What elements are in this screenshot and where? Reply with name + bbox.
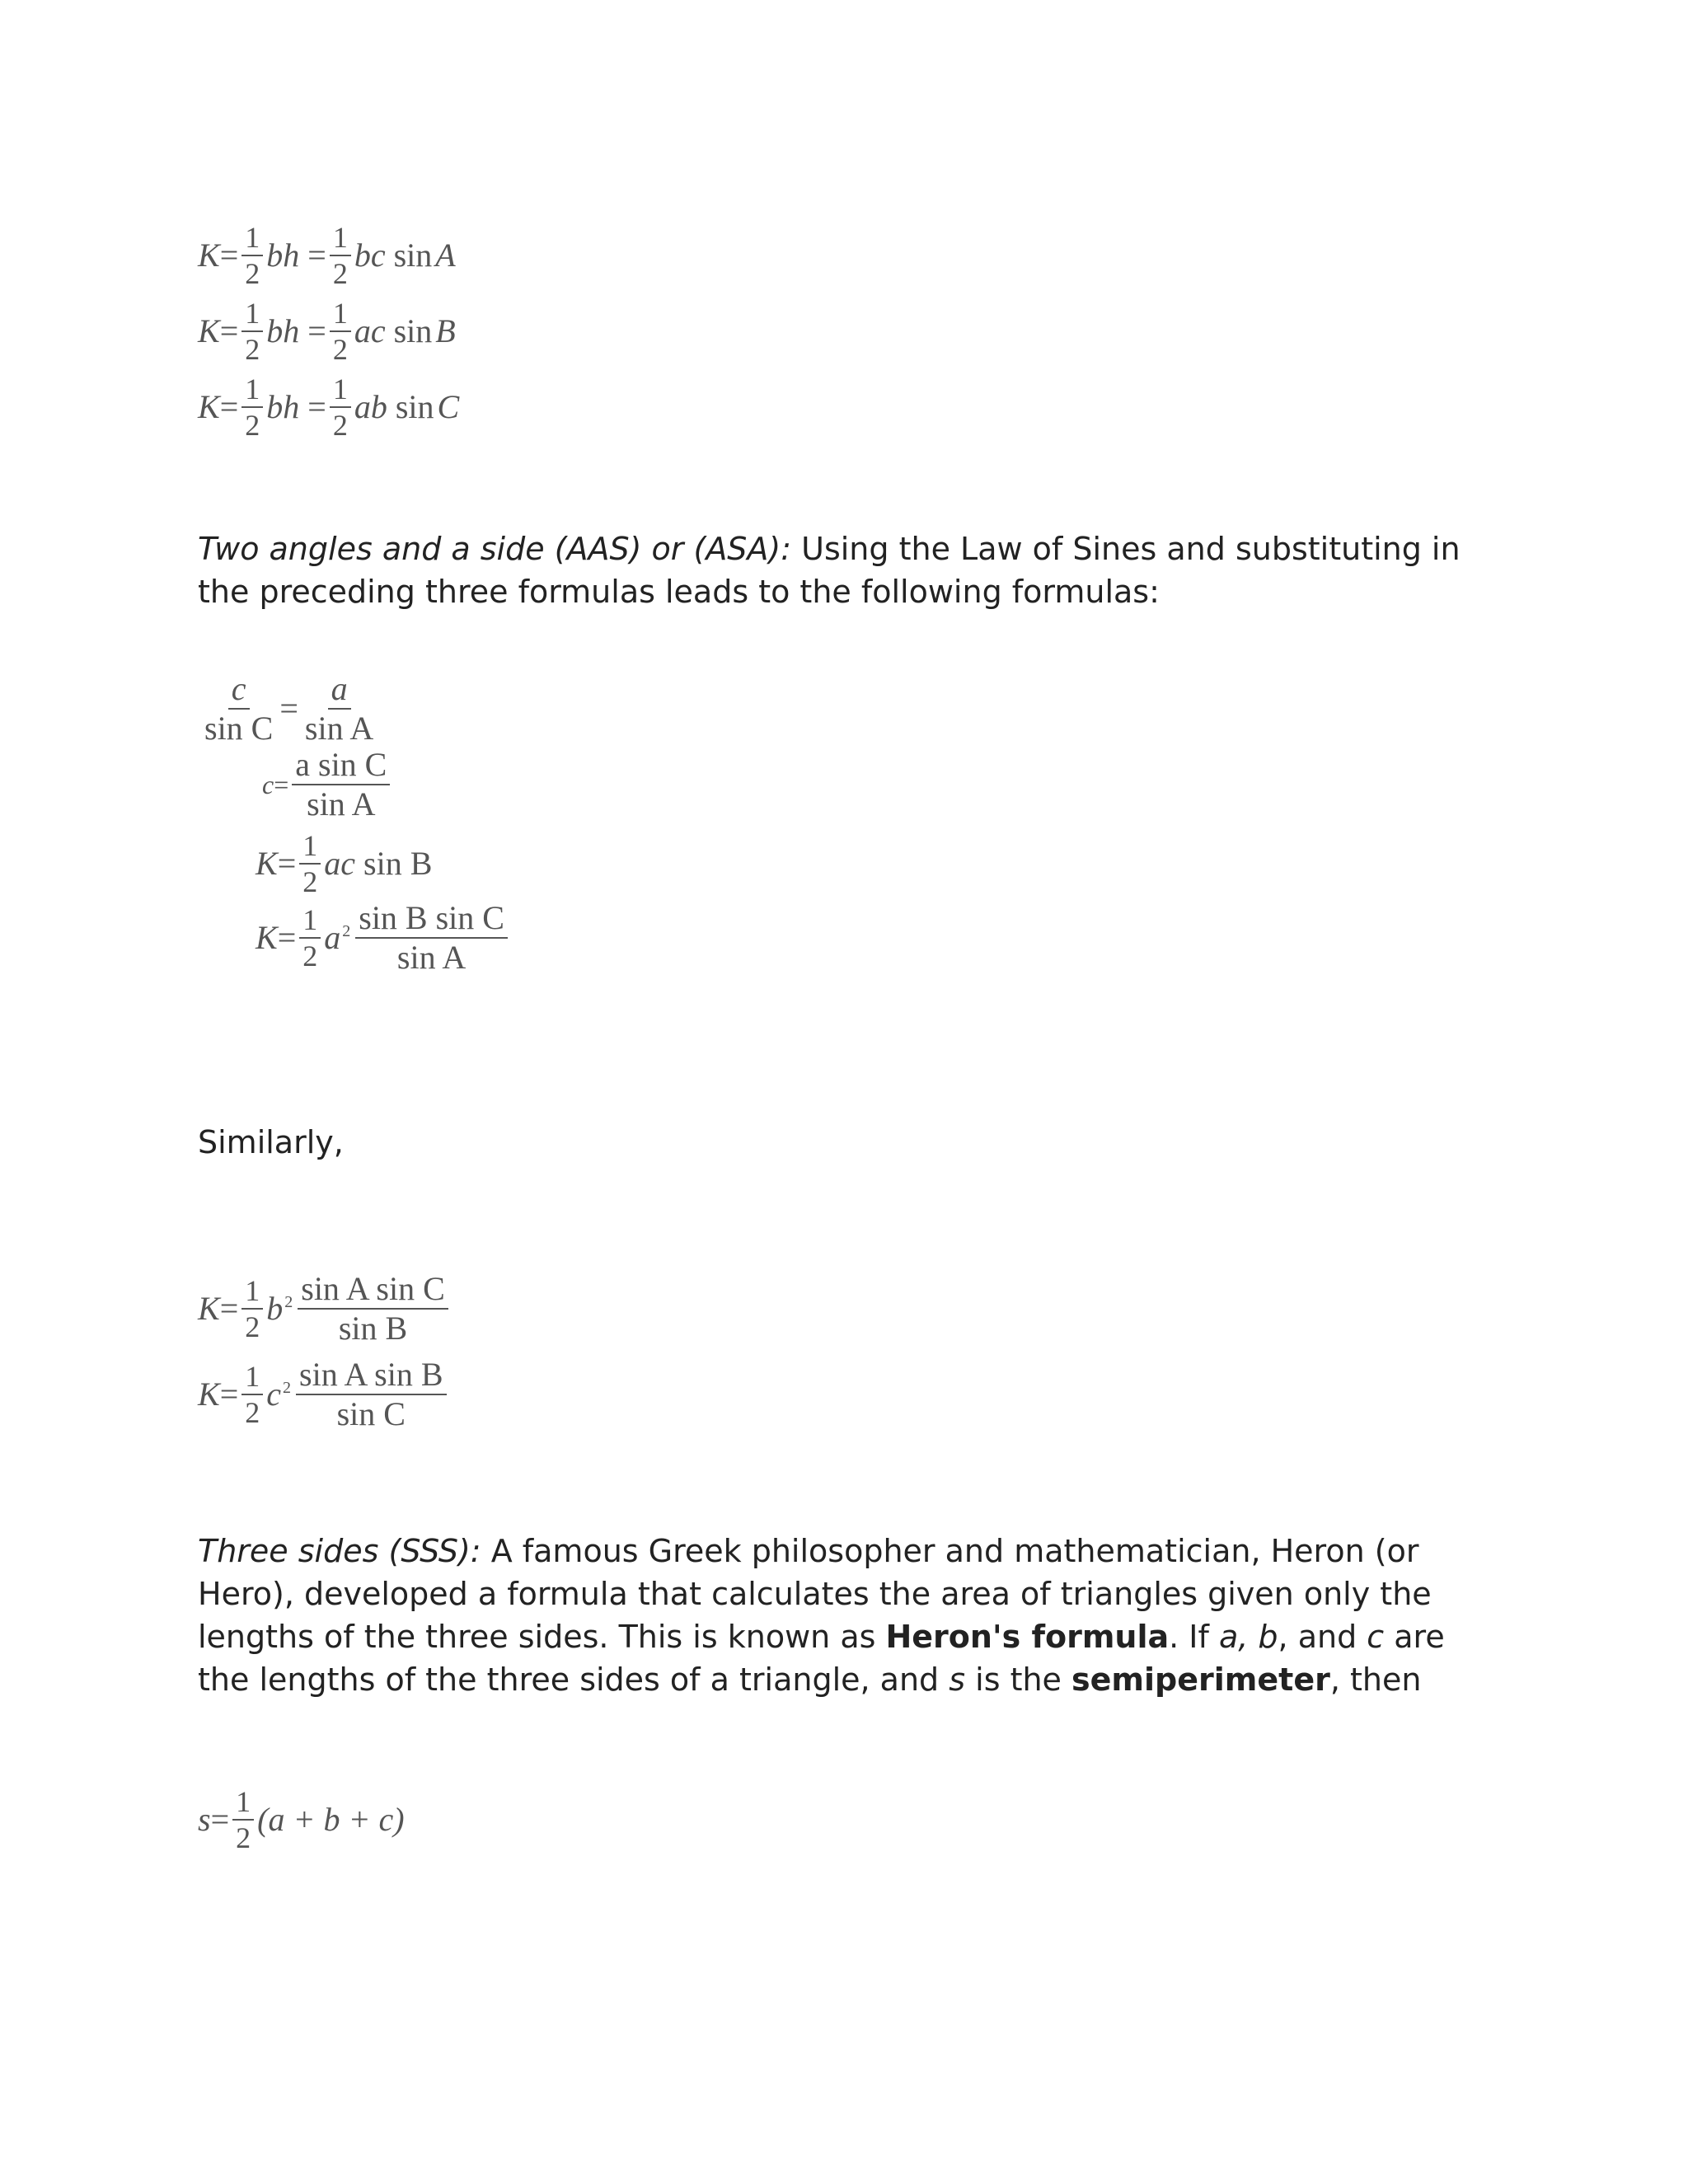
fraction-half — [241, 1276, 263, 1342]
side-pair: ab — [354, 388, 387, 425]
formula-lhs: K — [256, 845, 278, 882]
fraction-denominator: 2 — [245, 333, 260, 366]
fraction-half — [241, 374, 263, 440]
sin-term: sin B — [363, 845, 433, 882]
equals-sign: = — [219, 1290, 239, 1327]
sss-text: . If — [1169, 1619, 1219, 1655]
side-pair: ac — [324, 845, 356, 882]
area-formulas-block — [198, 223, 459, 440]
equals-sign: = — [219, 1376, 239, 1413]
fraction-denominator: sin A — [396, 939, 467, 976]
aas-lead-heading: Two angles and a side (AAS) or (ASA): — [198, 531, 792, 567]
sin-function: sin — [393, 237, 433, 274]
formula-lhs: K — [198, 237, 220, 274]
fraction-denominator: sin C — [204, 710, 274, 747]
equals-sign: = — [307, 388, 326, 425]
c-solve-row — [262, 746, 393, 823]
fraction-numerator: 1 — [299, 905, 321, 939]
fraction-denominator: sin C — [336, 1395, 406, 1432]
fraction-half — [241, 298, 263, 364]
k-ac-equation — [256, 831, 432, 897]
angle-variable: A — [435, 237, 456, 274]
fraction-half — [299, 905, 321, 971]
sss-paragraph — [198, 1530, 1500, 1701]
fraction-sines — [355, 899, 508, 976]
fraction-numerator: sin B sin C — [355, 902, 508, 939]
fraction-sines — [298, 1272, 448, 1345]
sss-text: , then — [1329, 1661, 1422, 1698]
fraction-numerator: 1 — [330, 298, 351, 332]
formula-lhs: c — [262, 770, 274, 799]
fraction-sines — [296, 1358, 447, 1431]
aas-body-text: Using the Law of Sines and substituting in the preceding three formulas leads to the following formulas: — [198, 531, 1461, 610]
area-formula-row — [198, 298, 459, 364]
variable-ab: a, b — [1218, 1619, 1278, 1655]
variable: a — [324, 919, 341, 956]
sin-function: sin — [393, 312, 433, 349]
fraction-denominator: 2 — [245, 1396, 260, 1429]
fraction-a-over-sina — [302, 670, 377, 747]
variable-c: c — [1367, 1619, 1385, 1655]
fraction-denominator: 2 — [302, 940, 318, 972]
angle-variable: C — [437, 388, 460, 425]
formula-lhs: K — [198, 312, 220, 349]
side-sum: (a + b + c) — [257, 1801, 405, 1838]
sss-text: is the — [965, 1661, 1072, 1698]
fraction-half — [330, 298, 351, 364]
k-a-squared-equation — [256, 899, 511, 976]
semiperimeter-term: semiperimeter — [1071, 1661, 1330, 1698]
law-of-sines-row — [198, 670, 380, 747]
fraction-denominator: sin A — [304, 710, 374, 747]
sss-text: , and — [1278, 1619, 1367, 1655]
fraction-numerator: c — [228, 673, 250, 710]
exponent: 2 — [283, 1379, 292, 1397]
fraction-denominator: 2 — [236, 1821, 251, 1854]
fraction-c-over-sinc — [201, 670, 276, 747]
equals-sign: = — [219, 237, 239, 274]
fraction-numerator: 1 — [241, 223, 263, 256]
side-pair: bc — [354, 237, 386, 274]
variable: b — [266, 1290, 284, 1327]
fraction-numerator: 1 — [299, 831, 321, 865]
fraction-numerator: sin A sin B — [296, 1358, 447, 1395]
herons-formula-term: Heron's formula — [885, 1619, 1170, 1655]
equals-sign: = — [219, 312, 239, 349]
fraction-half — [330, 223, 351, 288]
formula-lhs: K — [198, 388, 220, 425]
semiperimeter-row — [198, 1787, 405, 1853]
semiperimeter-equation — [198, 1787, 405, 1853]
similarly-text: Similarly, — [198, 1124, 344, 1160]
formula-lhs: K — [198, 1376, 220, 1413]
aas-paragraph — [198, 527, 1500, 613]
fraction-numerator: 1 — [241, 1361, 263, 1395]
fraction-numerator: 1 — [241, 298, 263, 332]
similar-formula-row — [198, 1355, 452, 1434]
equals-sign: = — [274, 770, 289, 799]
fraction-a-sinc-over-sina — [292, 748, 390, 821]
side-pair: ac — [354, 312, 386, 349]
fraction-numerator: 1 — [232, 1787, 254, 1821]
fraction-denominator: 2 — [332, 333, 348, 366]
fraction-denominator: 2 — [245, 257, 260, 290]
fraction-numerator: a sin C — [292, 748, 390, 785]
equals-sign: = — [219, 388, 239, 425]
angle-variable: B — [435, 312, 456, 349]
fraction-numerator: a — [328, 673, 351, 710]
formula-lhs: K — [198, 1290, 220, 1327]
sss-text: A famous Greek philosopher and mathematician, Heron (or Hero), developed a formula that calculates the area of triangles given only the lengths of the three sides. This is known as — [198, 1533, 1432, 1655]
formula-lhs: s — [198, 1801, 211, 1838]
fraction-half — [330, 374, 351, 440]
formula-lhs: K — [256, 919, 278, 956]
c-solve-equation — [262, 746, 393, 823]
sin-function: sin — [395, 388, 434, 425]
fraction-denominator: sin A — [307, 785, 376, 823]
area-formula-row — [198, 223, 459, 288]
equals-sign: = — [307, 237, 326, 274]
fraction-numerator: 1 — [241, 374, 263, 408]
area-formula-row — [198, 374, 459, 440]
equals-sign: = — [277, 845, 297, 882]
variable: c — [266, 1376, 282, 1413]
equals-sign: = — [279, 690, 298, 727]
fraction-numerator: 1 — [241, 1276, 263, 1310]
k-a-squared-row — [256, 899, 511, 976]
fraction-numerator: 1 — [330, 374, 351, 408]
fraction-denominator: 2 — [245, 1310, 260, 1343]
exponent: 2 — [342, 922, 351, 940]
fraction-denominator: sin B — [338, 1310, 408, 1347]
fraction-numerator: sin A sin C — [298, 1272, 448, 1310]
variable-s: s — [949, 1661, 966, 1698]
base-height: bh — [266, 312, 300, 349]
fraction-half — [299, 831, 321, 897]
sss-text: are the lengths of the three sides of a triangle, and — [198, 1619, 1445, 1698]
fraction-denominator: 2 — [332, 257, 348, 290]
exponent: 2 — [284, 1293, 293, 1311]
similar-formula-row — [198, 1269, 452, 1348]
fraction-numerator: 1 — [330, 223, 351, 256]
similar-formulas-block — [198, 1269, 452, 1434]
fraction-half — [232, 1787, 254, 1853]
equals-sign: = — [210, 1801, 230, 1838]
fraction-denominator: 2 — [302, 865, 318, 898]
fraction-denominator: 2 — [245, 409, 260, 442]
equals-sign: = — [277, 919, 297, 956]
base-height: bh — [266, 388, 300, 425]
fraction-half — [241, 223, 263, 288]
base-height: bh — [266, 237, 300, 274]
fraction-denominator: 2 — [332, 409, 348, 442]
fraction-half — [241, 1361, 263, 1427]
law-of-sines-equation — [198, 670, 380, 747]
equals-sign: = — [307, 312, 326, 349]
k-ac-row — [256, 831, 432, 897]
sss-lead-heading: Three sides (SSS): — [198, 1533, 481, 1569]
